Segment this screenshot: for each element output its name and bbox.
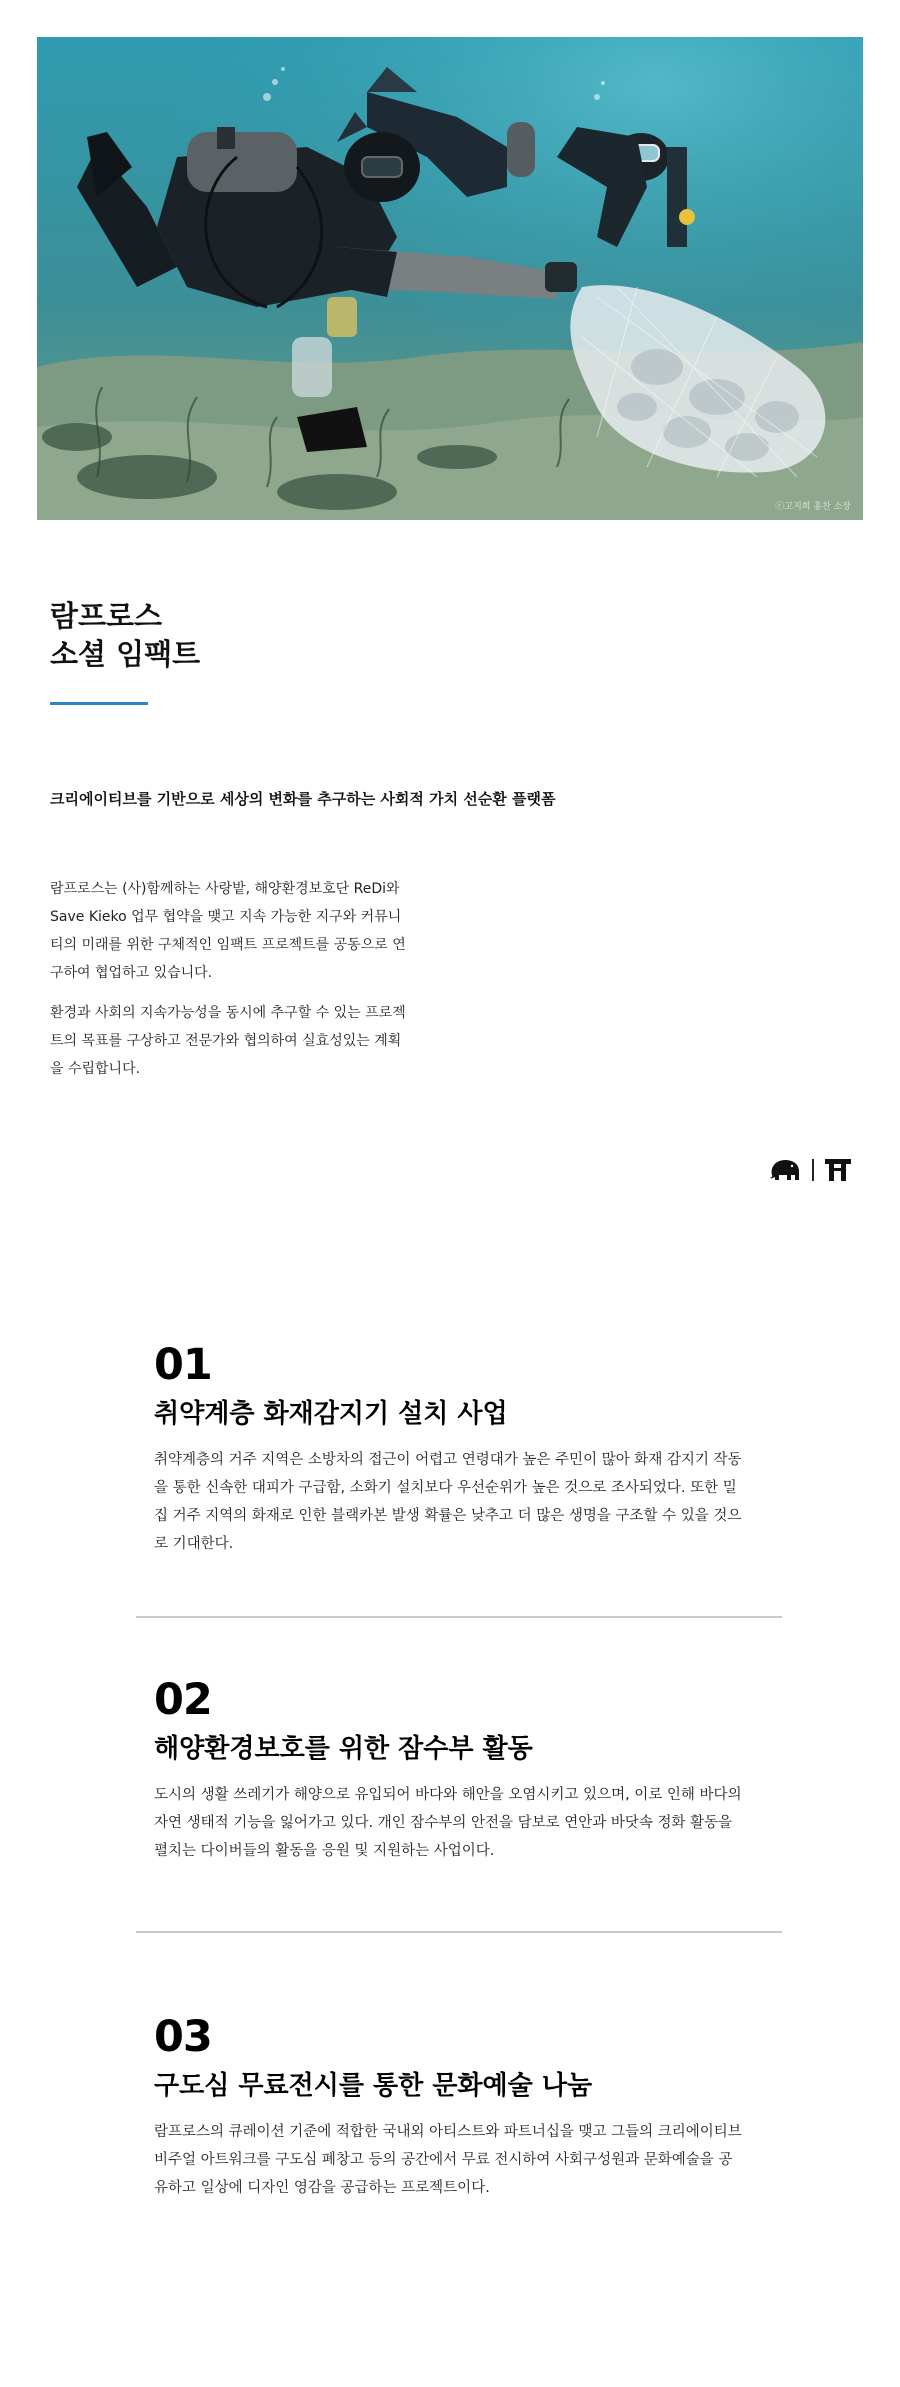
page-title	[50, 597, 200, 673]
intro-text	[50, 875, 410, 1095]
project-item-02	[154, 1675, 754, 1865]
intro-paragraph-2: 환경과 사회의 지속가능성을 동시에 추구할 수 있는 프로젝트의 목표를 구상하고 전문가와 협의하여 실효성있는 계획을 수립합니다.	[50, 1005, 406, 1077]
logo-divider	[812, 1159, 814, 1181]
section-divider	[136, 1616, 782, 1618]
title-line-2: 소셜 임팩트	[50, 637, 201, 671]
project-title: 취약계층 화재감지기 설치 사업	[154, 1399, 508, 1429]
project-item-01	[154, 1340, 754, 1558]
project-number: 01	[154, 1340, 212, 1390]
project-item-03	[154, 2012, 754, 2202]
pi-logo-icon	[824, 1158, 852, 1182]
photo-credit: ⓒ고지희 홍찬 소장	[775, 502, 851, 512]
partner-logos	[768, 1157, 852, 1183]
project-title: 해양환경보호를 위한 잠수부 활동	[154, 1734, 533, 1764]
project-title: 구도심 무료전시를 통한 문화예술 나눔	[154, 2071, 593, 2101]
project-number: 02	[154, 1675, 212, 1725]
section-divider	[136, 1931, 782, 1933]
project-description: 취약계층의 거주 지역은 소방차의 접근이 어렵고 연령대가 높은 주민이 많아 화재 감지기 작동을 통한 신속한 대피가 구급함, 소화기 설치보다 우선순위가 높은 것으로 조사되었다. 또한 밀집 거주 지역의 화재로 인한 블랙카본 발생 확률은 낮추고 더 많은 생명을 구조할 수 있을 것으로 기대한다.	[154, 1452, 742, 1552]
underwater-scene	[37, 37, 863, 520]
elephant-logo-icon	[768, 1157, 802, 1183]
title-line-1: 람프로스	[50, 599, 163, 633]
title-accent-bar	[50, 702, 148, 705]
intro-paragraph-1: 람프로스는 (사)함께하는 사랑밭, 해양환경보호단 ReDi와 Save Kieko 업무 협약을 맺고 지속 가능한 지구와 커뮤니티의 미래를 위한 구체적인 임팩트 프로젝트를 공동으로 연구하여 협업하고 있습니다.	[50, 881, 406, 981]
project-number: 03	[154, 2012, 212, 2062]
tagline: 크리에이티브를 기반으로 세상의 변화를 추구하는 사회적 가치 선순환 플랫폼	[50, 790, 556, 808]
project-description: 도시의 생활 쓰레기가 해양으로 유입되어 바다와 해안을 오염시키고 있으며, 이로 인해 바다의 자연 생태적 기능을 잃어가고 있다. 개인 잠수부의 안전을 담보로 연안과 바닷속 정화 활동을 펼치는 다이버들의 활동을 응원 및 지원하는 사업이다.	[154, 1787, 742, 1859]
project-description: 람프로스의 큐레이션 기준에 적합한 국내외 아티스트와 파트너십을 맺고 그들의 크리에이티브 비주얼 아트워크를 구도심 폐창고 등의 공간에서 무료 전시하여 사회구성원과 문화예술을 공유하고 일상에 디자인 영감을 공급하는 프로젝트이다.	[154, 2124, 742, 2196]
hero-photo-divers	[37, 37, 863, 520]
